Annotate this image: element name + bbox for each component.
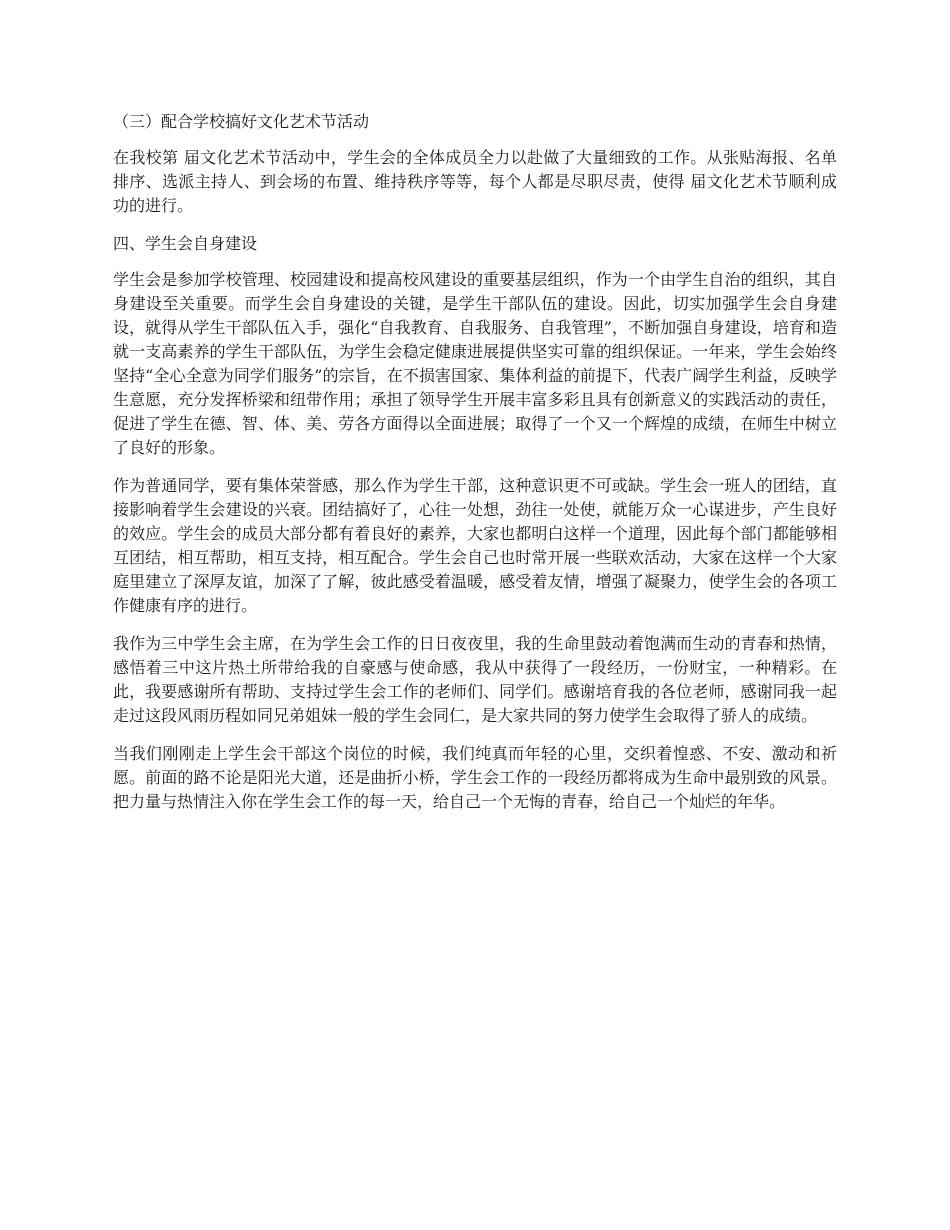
paragraph-self-construction: 学生会是参加学校管理、校园建设和提高校风建设的重要基层组织，作为一个由学生自治的组织，其自身建设至关重要。而学生会自身建设的关键，是学生干部队伍的建设。因此，切实加强学生会自身建设，就得从学生干部队伍入手，强化“自我教育、自我服务、自我管理”，不断加强自身建设，培育和造就一支高素养的学生干部队伍，为学生会稳定健康进展提供坚实可靠的组织保证。一年来，学生会始终坚持“全心全意为同学们服务”的宗旨，在不损害国家、集体利益的前提下，代表广阔学生利益，反映学生意愿，充分发挥桥梁和纽带作用；承担了领导学生开展丰富多彩且具有创新意义的实践活动的责任，促进了学生在德、智、体、美、劳各方面得以全面进展；取得了一个又一个辉煌的成绩，在师生中树立了良好的形象。 bbox=[113, 270, 837, 457]
document-page bbox=[113, 110, 837, 828]
paragraph-closing: 当我们刚刚走上学生会干部这个岗位的时候，我们纯真而年轻的心里，交织着惶惑、不安、激动和祈愿。前面的路不论是阳光大道，还是曲折小桥，学生会工作的一段经历都将成为生命中最别致的风景。把力量与热情注入你在学生会工作的每一天，给自己一个无悔的青春，给自己一个灿烂的年华。 bbox=[113, 744, 837, 811]
section-heading-three: （三）配合学校搞好文化艺术节活动 bbox=[113, 112, 370, 131]
paragraph-arts-festival: 在我校第 届文化艺术节活动中，学生会的全体成员全力以赴做了大量细致的工作。从张贴海报、名单排序、选派主持人、到会场的布置、维持秩序等等，每个人都是尽职尽责，使得 届文化艺术节顺利成功的进行。 bbox=[113, 148, 837, 215]
section-heading-four: 四、学生会自身建设 bbox=[113, 234, 258, 253]
paragraph-gratitude: 我作为三中学生会主席，在为学生会工作的日日夜夜里，我的生命里鼓动着饱满而生动的青春和热情，感悟着三中这片热土所带给我的自豪感与使命感，我从中获得了一段经历，一份财宝，一种精彩。在此，我要感谢所有帮助、支持过学生会工作的老师们、同学们。感谢培育我的各位老师，感谢同我一起走过这段风雨历程如同兄弟姐妹一般的学生会同仁，是大家共同的努力使学生会取得了骄人的成绩。 bbox=[113, 634, 837, 725]
paragraph-unity: 作为普通同学，要有集体荣誉感，那么作为学生干部，这种意识更不可或缺。学生会一班人的团结，直接影响着学生会建设的兴衰。团结搞好了，心往一处想，劲往一处使，就能万众一心谋进步，产生良好的效应。学生会的成员大部分都有着良好的素养，大家也都明白这样一个道理，因此每个部门都能够相互团结，相互帮助，相互支持，相互配合。学生会自己也时常开展一些联欢活动，大家在这样一个大家庭里建立了深厚友谊，加深了了解，彼此感受着温暖，感受着友情，增强了凝聚力，使学生会的各项工作健康有序的进行。 bbox=[113, 476, 837, 615]
